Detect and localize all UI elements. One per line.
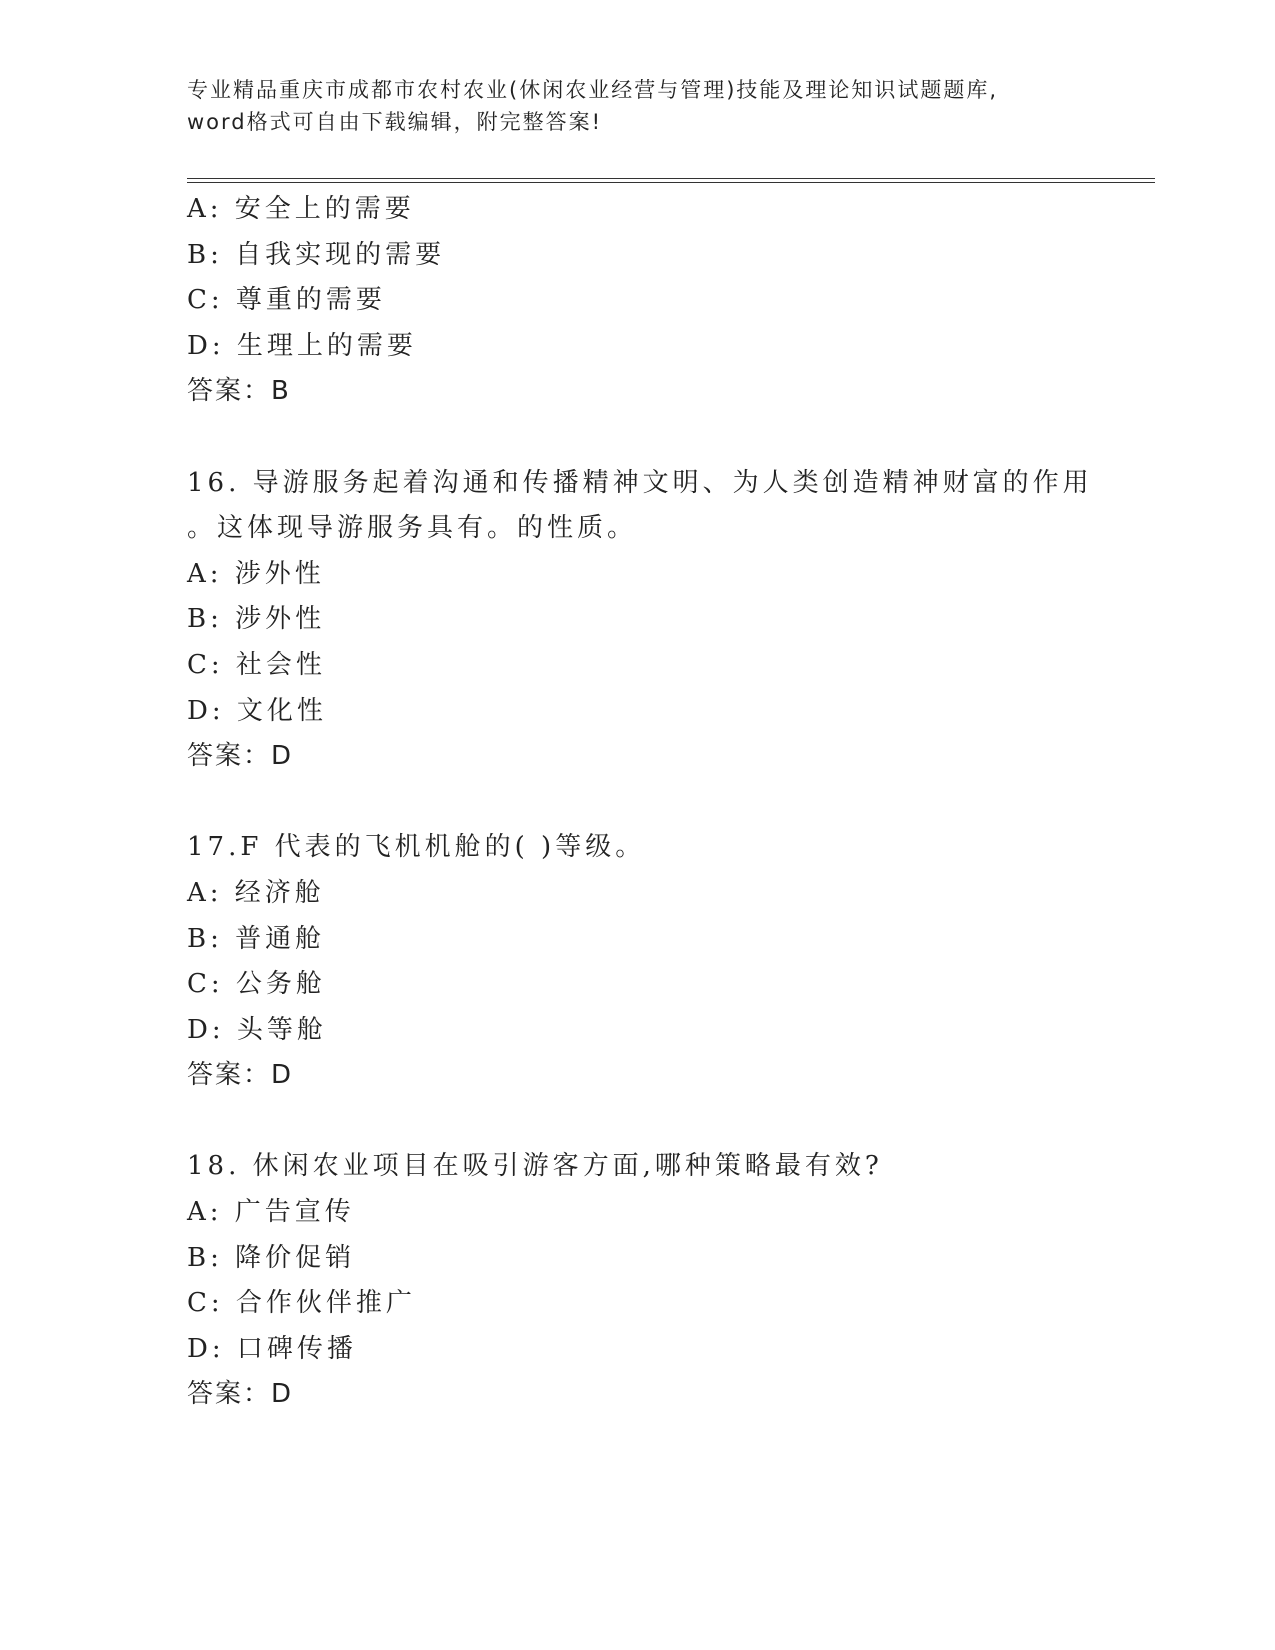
option-a: A: 涉外性 bbox=[187, 558, 325, 589]
option-b: B: 自我实现的需要 bbox=[187, 239, 446, 270]
option-a: A: 安全上的需要 bbox=[187, 194, 415, 224]
question-stem-line-1: 18. 休闲农业项目在吸引游客方面,哪种策略最有效? bbox=[187, 1151, 883, 1182]
spacer bbox=[187, 780, 1087, 826]
option-c: C: 公务舱 bbox=[187, 969, 326, 1000]
answer: 答案：B bbox=[187, 376, 291, 407]
option-d: D: 头等舱 bbox=[187, 1014, 327, 1045]
option-d: D: 生理上的需要 bbox=[187, 330, 417, 361]
document-header bbox=[187, 74, 1087, 138]
option-b: B: 降价促销 bbox=[187, 1242, 356, 1273]
option-b: B: 普通舱 bbox=[187, 923, 326, 954]
question-list bbox=[187, 187, 1093, 1418]
option-d: D: 文化性 bbox=[187, 695, 327, 726]
option-d: D: 口碑传播 bbox=[187, 1333, 357, 1364]
question-17 bbox=[187, 825, 1087, 1099]
option-c: C: 社会性 bbox=[187, 649, 326, 680]
header-title-line-1: 专业精品重庆市成都市农村农业(休闲农业经营与管理)技能及理论知识试题题库, bbox=[187, 78, 999, 102]
answer: 答案：D bbox=[187, 1060, 294, 1091]
option-c: C: 尊重的需要 bbox=[187, 285, 386, 316]
question-18 bbox=[187, 1144, 1087, 1418]
spacer bbox=[187, 1099, 1087, 1145]
answer: 答案：D bbox=[187, 741, 294, 772]
spacer bbox=[187, 415, 1087, 461]
option-b: B: 涉外性 bbox=[187, 604, 326, 635]
question-15 bbox=[187, 187, 1087, 415]
option-c: C: 合作伙伴推广 bbox=[187, 1288, 416, 1319]
option-a: A: 广告宣传 bbox=[187, 1197, 355, 1228]
question-stem-line-1: 17.F 代表的飞机机舱的( )等级。 bbox=[187, 832, 646, 863]
header-divider bbox=[187, 178, 1155, 183]
question-16 bbox=[187, 461, 1093, 780]
option-a: A: 经济舱 bbox=[187, 877, 325, 908]
answer: 答案：D bbox=[187, 1379, 294, 1410]
question-stem-line-2: 。这体现导游服务具有。的性质。 bbox=[187, 513, 638, 544]
header-title-line-2: word格式可自由下载编辑，附完整答案! bbox=[187, 110, 603, 134]
question-stem-line-1: 16. 导游服务起着沟通和传播精神文明、为人类创造精神财富的作用 bbox=[187, 467, 1093, 498]
